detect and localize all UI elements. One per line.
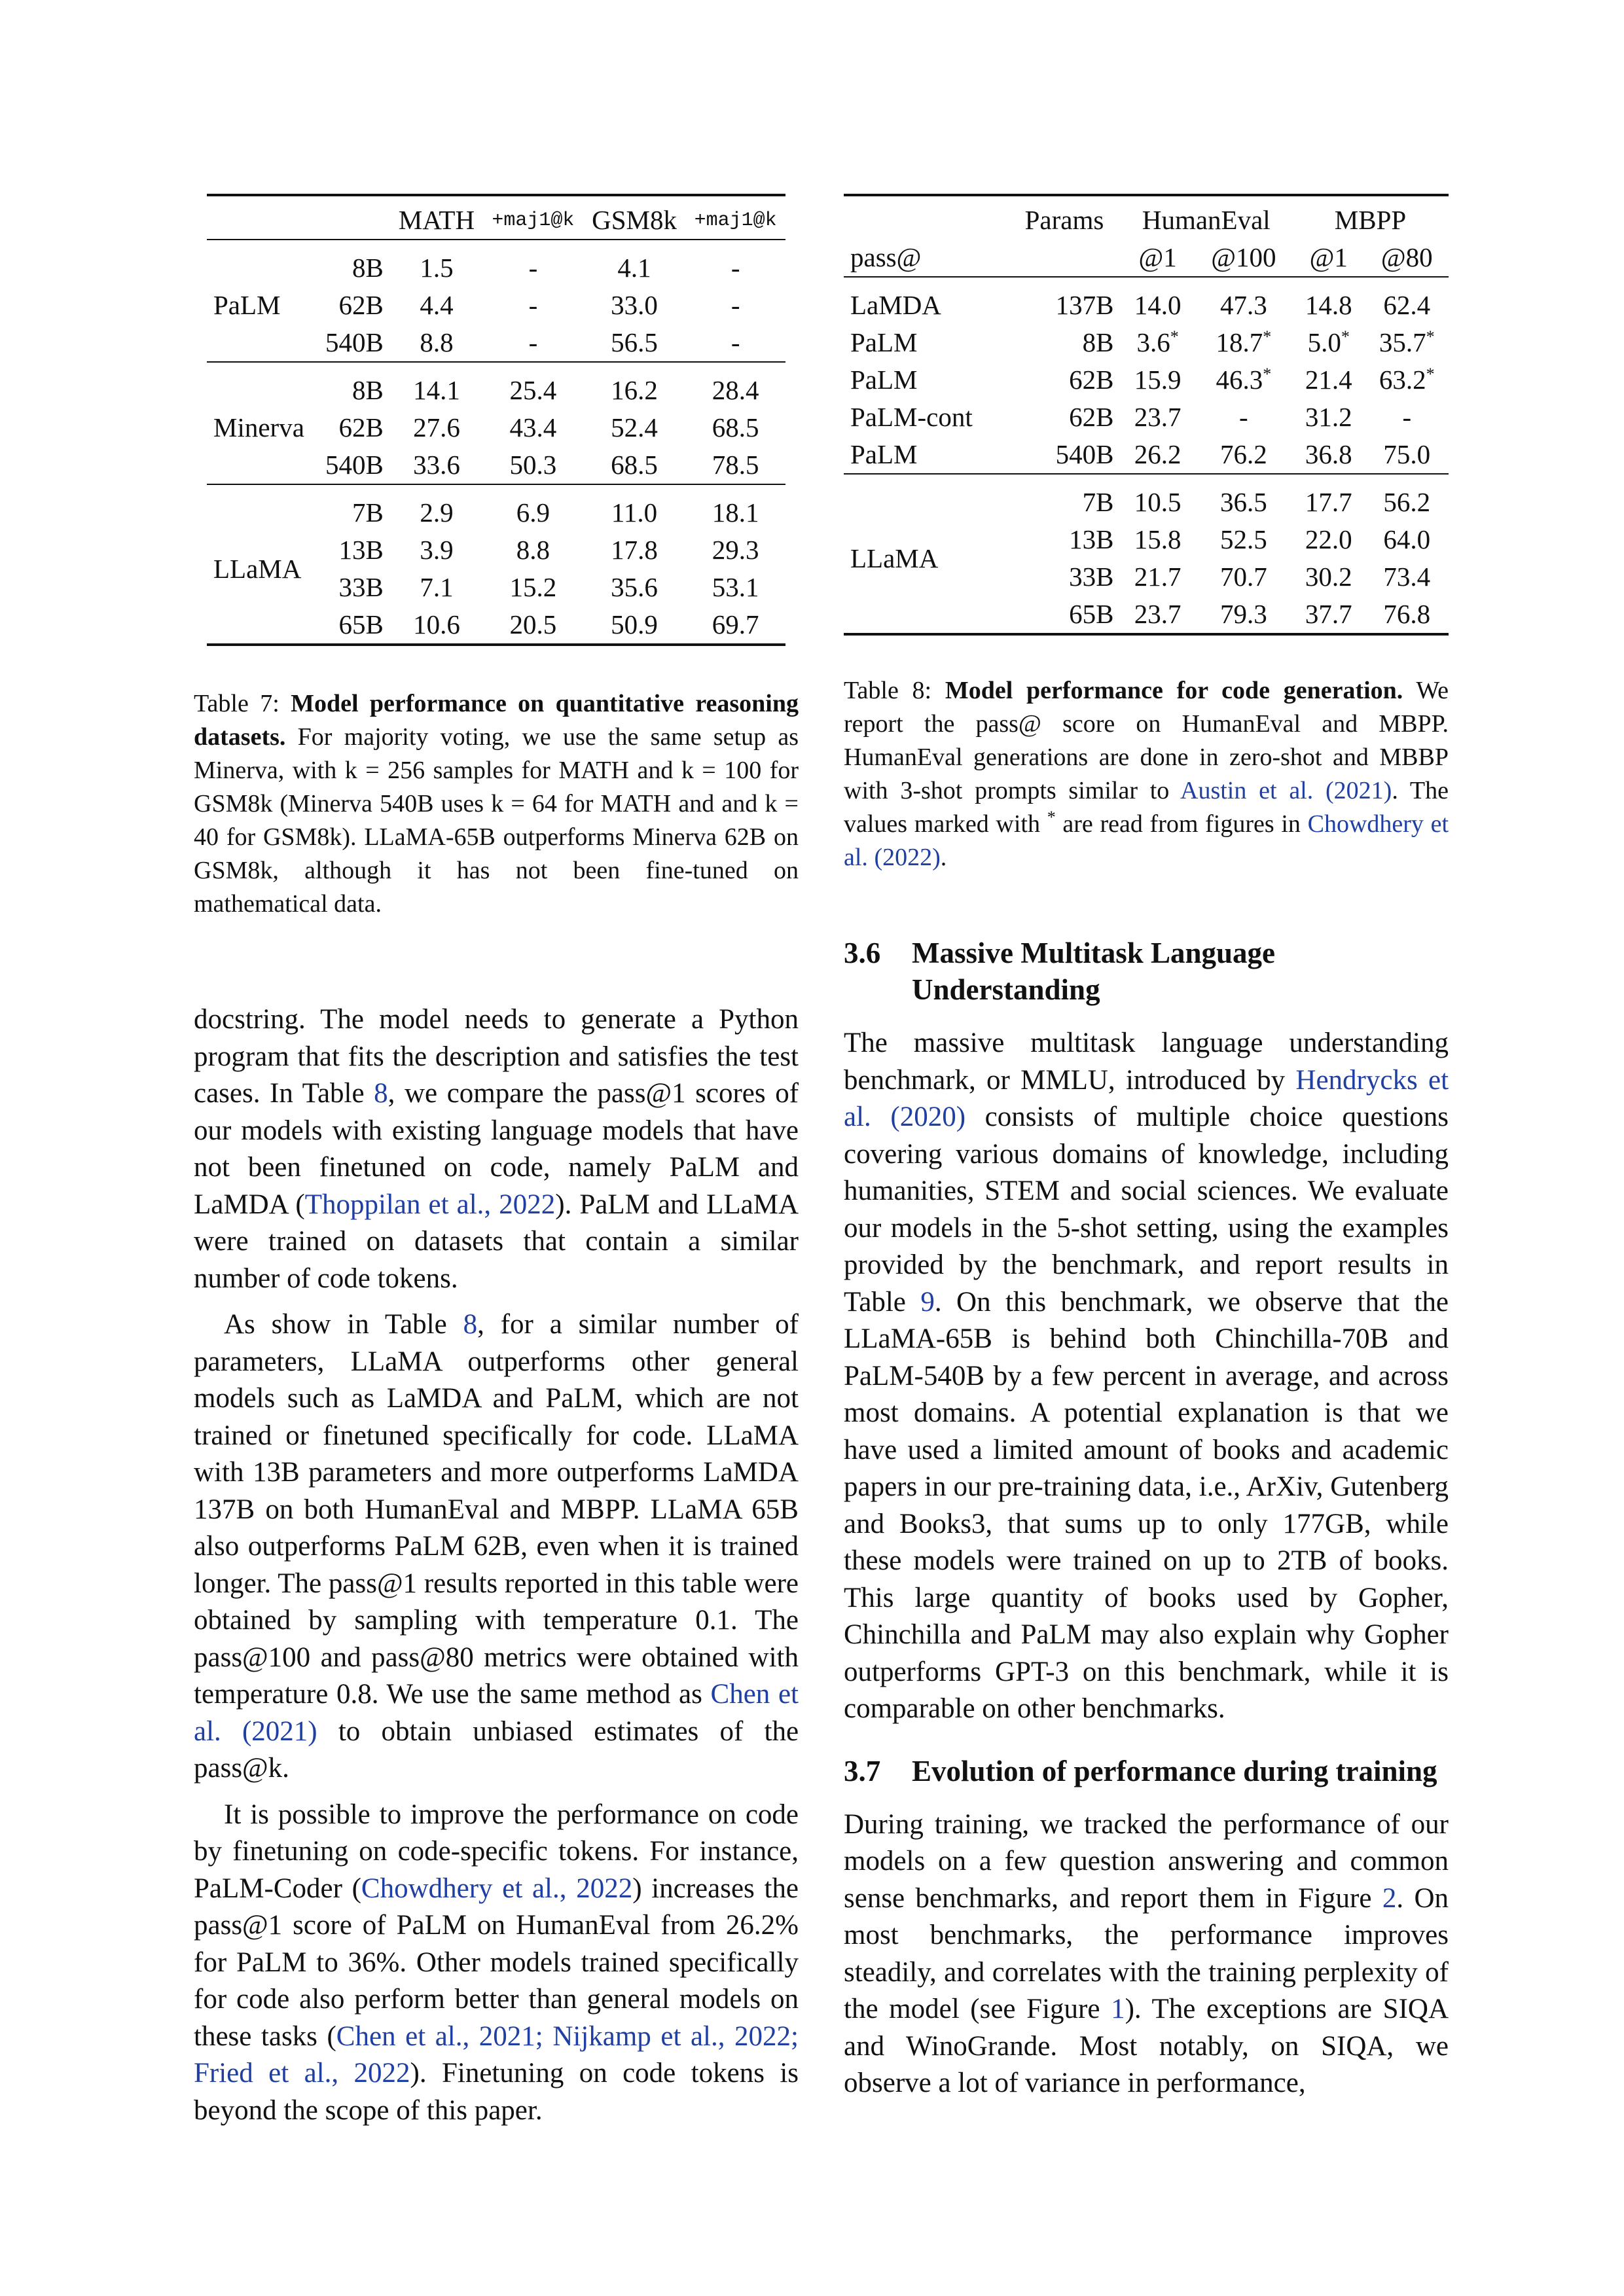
- t7-cell-math-maj: 6.9: [516, 497, 550, 528]
- t7-size: 8B: [352, 253, 384, 283]
- t7-size: 540B: [325, 327, 384, 357]
- figure-1-ref[interactable]: 1: [1111, 1994, 1125, 2024]
- t8-cell-h100: [1195, 361, 1292, 399]
- t8-cell-h1: [1121, 361, 1195, 399]
- t7-cell-gsm: 35.6: [611, 572, 658, 602]
- text-span: . On this benchmark, we observe that the LLaMA-65B is behind both Chinchilla-70B and PaLM-540B by a few percent in average, and across most domains. A potential explanation is that we have used a limited amount of books and academic papers in our pre-training data, i.e., ArXiv, Gutenberg and Books3, that sums up to only 177GB, while these models were trained on up to 2TB of books. This large quantity of books used by Gopher, Chinchilla and PaLM may also explain why Gopher outperforms GPT-3 on this benchmark, while it is comparable on other benchmarks.: [844, 1286, 1449, 1724]
- star-marker: *: [1426, 365, 1435, 384]
- t8-cell-m80: 64.0: [1383, 524, 1431, 554]
- text-span: docstring. The model needs to generate a Python program that fits the description and satisfies the test cases. In Table: [194, 1004, 799, 1109]
- t8-model-name: LaMDA: [850, 290, 941, 320]
- t7-header-gsm8k-maj: +maj1@k: [694, 209, 777, 232]
- text-span: During training, we tracked the performance of our models on a few question answering and common sense benchmarks, and report them in Figure: [844, 1808, 1449, 1914]
- paragraph-finetuning-code: [194, 1797, 799, 2130]
- figure-2-ref[interactable]: 2: [1382, 1882, 1397, 1914]
- t7-model-name: PaLM: [213, 290, 281, 320]
- table-row: [844, 399, 1449, 436]
- t8-model-name: LLaMA: [850, 543, 939, 573]
- t8-cell-m80: 76.8: [1383, 599, 1431, 629]
- t8-params: 8B: [1082, 327, 1114, 357]
- t7-cell-gsm-maj: 68.5: [712, 412, 759, 442]
- t7-cell-gsm: 4.1: [617, 253, 651, 283]
- t8-cell-h100: 52.5: [1219, 524, 1267, 554]
- text-span: to obtain unbiased estimates of the pass@k.: [194, 1715, 799, 1784]
- t7-cell-math-maj: -: [528, 253, 538, 283]
- t8-value: 63.2: [1379, 365, 1426, 395]
- t8-cell-h100: 79.3: [1219, 599, 1267, 629]
- paragraph-llama-outperforms: [194, 1306, 799, 1787]
- t8-value: 5.0: [1307, 327, 1341, 357]
- t8-cell-m80: 56.2: [1383, 487, 1431, 517]
- left-body-text: [194, 1001, 799, 2129]
- t8-value: 35.7: [1379, 327, 1426, 357]
- t8-cell-h1: 21.7: [1134, 562, 1182, 592]
- t7-cell-gsm-maj: 28.4: [712, 375, 759, 405]
- table-row: [207, 249, 785, 287]
- t7-cell-gsm-maj: 29.3: [712, 535, 759, 565]
- t8-header-pass: pass@: [850, 242, 922, 272]
- section-number: 3.6: [844, 937, 881, 969]
- section-3-7-heading: [844, 1753, 1449, 1789]
- code-models-citations[interactable]: Chen et al., 2021; Nijkamp et al., 2022; Fried et al., 2022: [194, 2020, 799, 2089]
- table-rule: [207, 484, 785, 494]
- t8-value: 46.3: [1216, 365, 1263, 395]
- t8-cell-h1: 15.8: [1134, 524, 1182, 554]
- t7-cell-gsm: 68.5: [611, 450, 658, 480]
- t7-caption-label: Table 7:: [194, 690, 280, 717]
- t8-value: 3.6: [1136, 327, 1170, 357]
- t8-header-params: Params: [1024, 205, 1104, 235]
- t8-model-name: PaLM-cont: [850, 402, 973, 432]
- t7-cell-math: 4.4: [420, 290, 454, 320]
- section-number: 3.7: [844, 1754, 881, 1787]
- t8-value: 75.0: [1383, 439, 1431, 469]
- t8-cell-m80: [1365, 436, 1449, 474]
- t7-cell-gsm-maj: -: [731, 253, 740, 283]
- star-marker: *: [1170, 327, 1179, 346]
- table-9-ref[interactable]: 9: [920, 1286, 935, 1318]
- t7-cell-math-maj: 8.8: [516, 535, 550, 565]
- t7-model-name: LLaMA: [213, 553, 302, 584]
- star-marker: *: [1047, 808, 1056, 827]
- star-marker: *: [1426, 327, 1435, 346]
- t8-params: 62B: [1069, 365, 1114, 395]
- t7-cell-math: 1.5: [420, 253, 454, 283]
- table-rule: [207, 645, 785, 651]
- table-row: [844, 436, 1449, 474]
- table-8-caption: [844, 674, 1449, 874]
- t8-cell-h1: 10.5: [1134, 487, 1182, 517]
- t8-value: 36.8: [1305, 439, 1352, 469]
- t7-model-name: Minerva: [213, 412, 304, 442]
- table-row: [844, 324, 1449, 361]
- t7-cell-gsm: 56.5: [611, 327, 658, 357]
- text-span: The massive multitask language understanding benchmark, or MMLU, introduced by: [844, 1028, 1449, 1096]
- paragraph-evolution: [844, 1806, 1449, 2102]
- t7-cell-gsm-maj: 78.5: [712, 450, 759, 480]
- t7-cell-math: 14.1: [413, 375, 460, 405]
- table-8-ref[interactable]: 8: [374, 1078, 388, 1109]
- t7-cell-gsm: 11.0: [611, 497, 658, 528]
- t8-value: 21.4: [1305, 365, 1352, 395]
- t8-caption-label: Table 8:: [844, 677, 932, 704]
- paragraph-mmlu: [844, 1025, 1449, 1728]
- t7-cell-math-maj: 43.4: [509, 412, 557, 442]
- t8-value: 15.9: [1134, 365, 1182, 395]
- t8-value: 26.2: [1134, 439, 1182, 469]
- t7-size: 33B: [338, 572, 384, 602]
- table-7-caption: [194, 687, 799, 921]
- t8-cell-m80: [1365, 287, 1449, 324]
- star-marker: *: [1341, 327, 1350, 346]
- text-span: , for a similar number of parameters, LLaMA outperforms other general models such as LaMDA and PaLM, which are not trained or finetuned specifically for code. LLaMA with 13B parameters and more outperforms LaMDA 137B on both HumanEval and MBPP. LLaMA 65B also outperforms PaLM 62B, even when it is trained longer. The pass@1 results reported in this table were obtained by sampling with temperature 0.1. The pass@100 and pass@80 metrics were obtained with temperature 0.8. We use the same method as: [194, 1309, 799, 1710]
- t7-cell-gsm: 50.9: [611, 609, 658, 639]
- t7-cell-gsm: 17.8: [611, 535, 658, 565]
- t7-header-math-maj: +maj1@k: [492, 209, 575, 232]
- table-row: [844, 361, 1449, 399]
- chowdhery-caption-year[interactable]: (2022): [874, 844, 941, 871]
- t7-cell-math: 3.9: [420, 535, 454, 565]
- t7-cell-math: 2.9: [420, 497, 454, 528]
- chowdhery-caption-citation[interactable]: Chowdhery et al.: [844, 810, 1449, 871]
- t8-header-h100: @100: [1211, 242, 1276, 272]
- t7-cell-gsm-maj: 69.7: [712, 609, 759, 639]
- table-rule: [844, 634, 1449, 641]
- t8-caption-bold: Model performance for code generation.: [945, 677, 1403, 704]
- t8-caption-text-1: We report the pass@ score on HumanEval and MBPP. HumanEval generations are done in zero-shot and MBBP with 3-shot prompts similar to: [844, 677, 1449, 804]
- t8-value: 23.7: [1134, 402, 1182, 432]
- t8-model-name: PaLM: [850, 327, 918, 357]
- t8-cell-h1: [1121, 324, 1195, 361]
- t8-cell-m80: [1365, 324, 1449, 361]
- t8-params: 62B: [1069, 402, 1114, 432]
- t7-cell-gsm-maj: 18.1: [712, 497, 759, 528]
- t8-header-humaneval: HumanEval: [1142, 205, 1271, 235]
- t8-params: 137B: [1055, 290, 1114, 320]
- t7-cell-math: 33.6: [413, 450, 460, 480]
- t7-cell-gsm-maj: -: [731, 290, 740, 320]
- right-body-text: [844, 935, 1449, 2102]
- t8-caption-text-3: are read from figures in: [1062, 810, 1301, 838]
- t8-caption-text-4: .: [940, 844, 947, 871]
- text-span: ) increases the pass@1 score of PaLM on HumanEval from 26.2% for PaLM to 36%. Other models trained specifically for code also perform better than general models on these tasks (: [194, 1873, 799, 2052]
- t8-cell-h1: [1121, 287, 1195, 324]
- t8-value: 14.0: [1134, 290, 1182, 320]
- t7-size: 13B: [338, 535, 384, 565]
- t7-cell-math-maj: 50.3: [509, 450, 557, 480]
- star-marker: *: [1263, 365, 1272, 384]
- t8-cell-h100: 36.5: [1219, 487, 1267, 517]
- t8-cell-h100: [1195, 287, 1292, 324]
- text-span: As show in Table: [224, 1309, 447, 1340]
- t8-caption-text-2: . The values marked with: [844, 777, 1449, 838]
- t8-cell-m1: 22.0: [1305, 524, 1352, 554]
- t7-cell-math-maj: -: [528, 327, 538, 357]
- table-row: [844, 287, 1449, 324]
- t8-cell-m1: [1292, 287, 1365, 324]
- t8-header-m1: @1: [1309, 242, 1348, 272]
- t8-header-row-2: [844, 239, 1449, 277]
- table-7: [207, 194, 785, 651]
- t8-cell-m1: 17.7: [1305, 487, 1352, 517]
- t7-size: 8B: [352, 375, 384, 405]
- t8-value: 62.4: [1383, 290, 1431, 320]
- t8-cell-m1: [1292, 324, 1365, 361]
- t8-header-row-1: [844, 202, 1449, 239]
- t8-cell-h100: [1195, 399, 1292, 436]
- section-title: Evolution of performance during training: [912, 1754, 1437, 1787]
- t8-value: 14.8: [1305, 290, 1352, 320]
- table-rule: [207, 240, 785, 249]
- t7-size: 7B: [352, 497, 384, 528]
- text-span: , we compare the pass@1 scores of our models with existing language models that have not been finetuned on code, namely PaLM and LaMDA (: [194, 1078, 799, 1220]
- t8-value: 31.2: [1305, 402, 1352, 432]
- section-3-6-heading: [844, 935, 1449, 1008]
- t7-size: 65B: [338, 609, 384, 639]
- text-span: . On most benchmarks, the performance improves steadily, and correlates with the training perplexity of the model (see Figure: [844, 1882, 1449, 2024]
- table-7-header-row: [207, 202, 785, 240]
- austin-citation[interactable]: Austin et al.: [1180, 777, 1314, 804]
- t7-cell-gsm: 33.0: [611, 290, 658, 320]
- t7-caption-text: For majority voting, we use the same setup as Minerva, with k = 256 samples for MATH and k = 100 for GSM8k (Minerva 540B uses k = 64 for MATH and and k = 40 for GSM8k). LLaMA-65B outperforms Minerva 62B on GSM8k, although it has not been fine-tuned on mathematical data.: [194, 723, 799, 918]
- t7-header-math: MATH: [398, 205, 475, 235]
- t7-cell-math: 27.6: [413, 412, 460, 442]
- t8-cell-m80: [1365, 361, 1449, 399]
- t8-header-m80: @80: [1380, 242, 1433, 272]
- t8-cell-m80: 73.4: [1383, 562, 1431, 592]
- austin-citation-year[interactable]: (2021): [1326, 777, 1392, 804]
- table-row: [844, 484, 1449, 521]
- t8-cell-m1: [1292, 399, 1365, 436]
- t7-cell-math-maj: 25.4: [509, 375, 557, 405]
- t7-cell-gsm-maj: -: [731, 327, 740, 357]
- t7-header-gsm8k: GSM8k: [592, 205, 677, 235]
- t7-cell-gsm-maj: 53.1: [712, 572, 759, 602]
- t7-caption-bold: Model performance on quantitative reasoning datasets.: [194, 690, 799, 751]
- t7-cell-math: 7.1: [420, 572, 454, 602]
- t8-cell-m1: [1292, 436, 1365, 474]
- t7-cell-math-maj: -: [528, 290, 538, 320]
- star-marker: *: [1263, 327, 1272, 346]
- table-8-ref-2[interactable]: 8: [463, 1309, 478, 1340]
- text-span: consists of multiple choice questions covering various domains of knowledge, including humanities, STEM and social sciences. We evaluate our models in the 5-shot setting, using the examples provided by the benchmark, and report results in Table: [844, 1102, 1449, 1318]
- t7-size: 540B: [325, 450, 384, 480]
- thoppilan-citation[interactable]: Thoppilan et al., 2022: [304, 1189, 556, 1220]
- t8-cell-m1: [1292, 361, 1365, 399]
- t8-cell-h100: [1195, 436, 1292, 474]
- t7-cell-gsm: 52.4: [611, 412, 658, 442]
- section-title: Massive Multitask Language Understanding: [912, 937, 1276, 1006]
- t8-params: 7B: [1082, 487, 1114, 517]
- t8-value: 18.7: [1216, 327, 1263, 357]
- t8-header-h1: @1: [1138, 242, 1177, 272]
- text-span: ). The exceptions are SIQA and WinoGrande. Most notably, on SIQA, we observe a lot of variance in performance,: [844, 1994, 1449, 2098]
- t8-value: 47.3: [1219, 290, 1267, 320]
- t7-cell-gsm: 16.2: [611, 375, 658, 405]
- t8-params: 65B: [1069, 599, 1114, 629]
- t8-cell-h100: [1195, 324, 1292, 361]
- t8-model-name: PaLM: [850, 439, 918, 469]
- t8-value: -: [1402, 402, 1412, 432]
- t8-params: 33B: [1069, 562, 1114, 592]
- t7-cell-math-maj: 15.2: [509, 572, 557, 602]
- text-span: ). Finetuning on code tokens is beyond the scope of this paper.: [194, 2058, 799, 2126]
- t8-cell-h1: 23.7: [1134, 599, 1182, 629]
- t8-header-mbpp: MBPP: [1334, 205, 1407, 235]
- t8-value: 76.2: [1219, 439, 1267, 469]
- text-span: It is possible to improve the performance on code by finetuning on code-specific tokens. For instance, PaLM-Coder (: [194, 1799, 799, 1904]
- paragraph-code-comparison: [194, 1001, 799, 1297]
- t7-cell-math: 10.6: [413, 609, 460, 639]
- t8-cell-m80: [1365, 399, 1449, 436]
- t8-cell-m1: 30.2: [1305, 562, 1352, 592]
- t8-cell-h100: 70.7: [1219, 562, 1267, 592]
- table-row: [207, 494, 785, 531]
- table-8: [844, 194, 1449, 641]
- t8-cell-m1: 37.7: [1305, 599, 1352, 629]
- t8-model-name: PaLM: [850, 365, 918, 395]
- chen-citation[interactable]: Chen et al. (2021): [194, 1679, 799, 1747]
- t7-size: 62B: [338, 412, 384, 442]
- hendrycks-citation[interactable]: Hendrycks et al. (2020): [844, 1064, 1449, 1132]
- t8-value: -: [1238, 402, 1248, 432]
- t7-size: 62B: [338, 290, 384, 320]
- t7-cell-math: 8.8: [420, 327, 454, 357]
- table-row: [207, 372, 785, 409]
- t8-cell-h1: [1121, 399, 1195, 436]
- t8-cell-h1: [1121, 436, 1195, 474]
- text-span: ). PaLM and LLaMA were trained on datasets that contain a similar number of code tokens.: [194, 1189, 799, 1294]
- t8-params: 13B: [1069, 524, 1114, 554]
- table-rule: [844, 277, 1449, 287]
- chowdhery-citation[interactable]: Chowdhery et al., 2022: [361, 1873, 633, 1904]
- table-rule: [207, 362, 785, 372]
- t8-params: 540B: [1055, 439, 1114, 469]
- t7-cell-math-maj: 20.5: [509, 609, 557, 639]
- table-rule: [844, 474, 1449, 484]
